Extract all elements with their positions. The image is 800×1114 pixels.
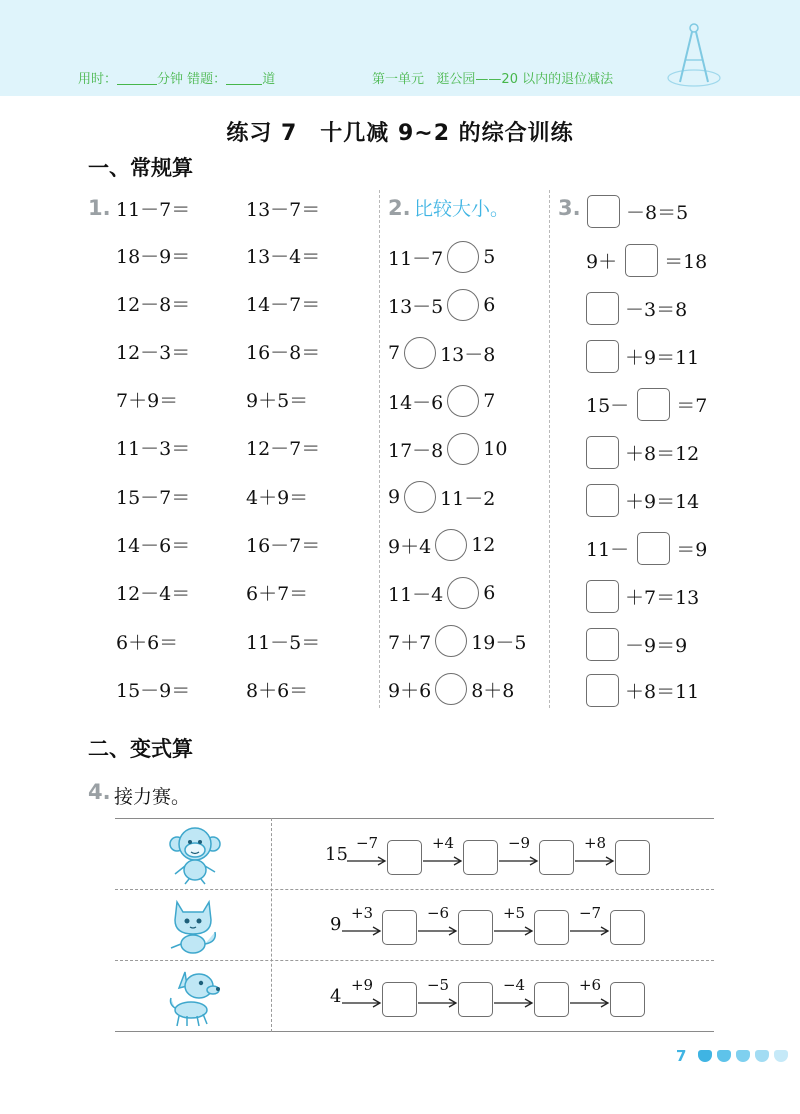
- q1-expression: 4＋9＝: [246, 487, 309, 509]
- compare-answer-circle[interactable]: [447, 577, 479, 609]
- fill-row: [586, 483, 699, 517]
- compare-right: 19－5: [471, 631, 527, 654]
- fill-row: [586, 291, 687, 325]
- question-1-number: 1.: [88, 196, 111, 220]
- questions-label: 道: [262, 72, 276, 87]
- relay-operation: +5: [502, 904, 526, 922]
- question-2-number: 2.: [388, 196, 411, 220]
- errors-label: 错题：: [187, 72, 227, 87]
- fill-row: [586, 339, 699, 373]
- time-error-record: [78, 68, 275, 87]
- fill-answer-box[interactable]: [586, 436, 619, 469]
- q1-expression: 14－7＝: [246, 294, 321, 316]
- compare-answer-circle[interactable]: [435, 625, 467, 657]
- question-3-number: 3.: [558, 196, 581, 220]
- relay-answer-box[interactable]: [610, 910, 645, 945]
- fill-suffix: ＋9＝14: [625, 490, 700, 513]
- q1-expression: 9＋5＝: [246, 390, 309, 412]
- compare-right: 13－8: [440, 343, 496, 366]
- compare-left: 9＋4: [388, 535, 432, 558]
- relay-answer-box[interactable]: [387, 840, 422, 875]
- compare-answer-circle[interactable]: [404, 337, 436, 369]
- compare-left: 11－4: [388, 583, 444, 606]
- q1-expression: 18－9＝: [116, 246, 191, 268]
- question-4-number: 4.: [88, 780, 111, 804]
- fill-prefix: 11－: [586, 538, 630, 561]
- fill-row: [586, 627, 687, 661]
- fill-answer-box[interactable]: [587, 195, 620, 228]
- fill-answer-box[interactable]: [637, 388, 670, 421]
- q1-expression: 11－3＝: [116, 438, 191, 460]
- compare-left: 7: [388, 342, 401, 364]
- relay-answer-box[interactable]: [458, 910, 493, 945]
- column-divider: [549, 190, 550, 708]
- relay-answer-box[interactable]: [534, 910, 569, 945]
- q1-expression: 12－4＝: [116, 583, 191, 605]
- fill-row: [586, 435, 699, 469]
- fill-row: [586, 673, 699, 707]
- relay-operation: +8: [583, 834, 607, 852]
- table-row-divider: [115, 889, 714, 890]
- compare-right: 8＋8: [471, 679, 515, 702]
- q1-expression: 16－8＝: [246, 342, 321, 364]
- compare-answer-circle[interactable]: [404, 481, 436, 513]
- compare-row: [388, 335, 495, 371]
- relay-answer-box[interactable]: [463, 840, 498, 875]
- relay-operation: +9: [350, 976, 374, 994]
- decorative-bubble-icon: [717, 1050, 731, 1062]
- relay-operation: −7: [355, 834, 379, 852]
- arrow-right-icon: [342, 997, 382, 1009]
- compare-row: [388, 527, 495, 563]
- decorative-bubble-icon: [698, 1050, 712, 1062]
- relay-answer-box[interactable]: [534, 982, 569, 1017]
- relay-operation: −9: [507, 834, 531, 852]
- fill-answer-box[interactable]: [586, 340, 619, 373]
- compare-right: 7: [483, 390, 496, 412]
- relay-operation: −7: [578, 904, 602, 922]
- q1-expression: 16－7＝: [246, 535, 321, 557]
- relay-operation: +6: [578, 976, 602, 994]
- arrow-right-icon: [494, 925, 534, 937]
- arrow-right-icon: [499, 855, 539, 867]
- compare-right: 12: [471, 534, 496, 556]
- q1-expression: 12－7＝: [246, 438, 321, 460]
- arrow-right-icon: [418, 997, 458, 1009]
- fill-suffix: ＝7: [676, 394, 708, 417]
- relay-start-number: 9: [330, 914, 342, 935]
- arrow-right-icon: [418, 925, 458, 937]
- time-blank[interactable]: [117, 73, 157, 85]
- column-divider: [379, 190, 380, 708]
- compare-right: 11－2: [440, 487, 496, 510]
- decorative-bubble-icon: [736, 1050, 750, 1062]
- relay-answer-box[interactable]: [610, 982, 645, 1017]
- relay-answer-box[interactable]: [382, 982, 417, 1017]
- fill-prefix: 9＋: [586, 250, 618, 273]
- relay-answer-box[interactable]: [382, 910, 417, 945]
- fill-suffix: ＋9＝11: [625, 346, 700, 369]
- relay-start-number: 15: [325, 844, 348, 865]
- page-title: 练习 7 十几减 9~2 的综合训练: [226, 121, 574, 146]
- section-regular-calc: 一、常规算: [88, 156, 193, 180]
- fill-answer-box[interactable]: [586, 292, 619, 325]
- relay-start-number: 4: [330, 986, 342, 1007]
- compare-left: 11－7: [388, 247, 444, 270]
- relay-chain: [115, 978, 714, 1018]
- arrow-right-icon: [570, 925, 610, 937]
- compare-left: 7＋7: [388, 631, 432, 654]
- q1-expression: 6＋6＝: [116, 632, 179, 654]
- fill-answer-box[interactable]: [625, 244, 658, 277]
- q1-expression: 12－3＝: [116, 342, 191, 364]
- relay-chain: [115, 906, 714, 946]
- relay-chain: [115, 836, 714, 876]
- errors-blank[interactable]: [226, 73, 262, 85]
- minutes-label: 分钟: [157, 72, 184, 87]
- compare-left: 9: [388, 486, 401, 508]
- fill-row: [586, 387, 707, 421]
- compare-row: [388, 383, 495, 419]
- q1-expression: 12－8＝: [116, 294, 191, 316]
- compare-row: [388, 671, 514, 707]
- relay-operation: +3: [350, 904, 374, 922]
- arrow-right-icon: [423, 855, 463, 867]
- q1-expression: 7＋9＝: [116, 390, 179, 412]
- relay-answer-box[interactable]: [539, 840, 574, 875]
- compass-icon: [664, 20, 724, 90]
- compare-answer-circle[interactable]: [447, 433, 479, 465]
- fill-suffix: ＋8＝12: [625, 442, 700, 465]
- fill-row: [586, 531, 707, 565]
- fill-row: [586, 579, 699, 613]
- unit-label: 第一单元: [372, 72, 425, 87]
- compare-row: [388, 575, 495, 611]
- table-row-divider: [115, 960, 714, 961]
- compare-right: 10: [483, 438, 508, 460]
- compare-row: [388, 623, 526, 659]
- fill-suffix: ＋7＝13: [625, 586, 700, 609]
- time-label: 用时：: [78, 72, 118, 87]
- compare-answer-circle[interactable]: [435, 673, 467, 705]
- q1-expression: 14－6＝: [116, 535, 191, 557]
- arrow-right-icon: [342, 925, 382, 937]
- compare-left: 9＋6: [388, 679, 432, 702]
- page-number: 7: [676, 1047, 687, 1065]
- arrow-right-icon: [575, 855, 615, 867]
- q1-expression: 13－4＝: [246, 246, 321, 268]
- compare-left: 14－6: [388, 391, 444, 414]
- fill-row: [587, 194, 688, 228]
- compare-row: [388, 287, 495, 323]
- fill-prefix: 15－: [586, 394, 630, 417]
- table-bottom-border: [115, 1031, 714, 1032]
- fill-suffix: －8＝5: [626, 201, 689, 224]
- fill-answer-box[interactable]: [586, 484, 619, 517]
- fill-answer-box[interactable]: [586, 628, 619, 661]
- compare-right: 5: [483, 246, 496, 268]
- question-2-title: 比较大小。: [414, 198, 510, 220]
- q1-expression: 11－5＝: [246, 632, 321, 654]
- relay-table: [115, 818, 714, 1032]
- relay-answer-box[interactable]: [458, 982, 493, 1017]
- q1-expression: 15－7＝: [116, 487, 191, 509]
- table-top-border: [115, 818, 714, 819]
- fill-suffix: ＝18: [664, 250, 708, 273]
- relay-operation: −4: [502, 976, 526, 994]
- relay-operation: −5: [426, 976, 450, 994]
- compare-row: [388, 479, 495, 515]
- compare-answer-circle[interactable]: [447, 289, 479, 321]
- fill-answer-box[interactable]: [586, 674, 619, 707]
- decorative-bubble-icon: [755, 1050, 769, 1062]
- compare-row: [388, 431, 507, 467]
- fill-answer-box[interactable]: [637, 532, 670, 565]
- relay-answer-box[interactable]: [615, 840, 650, 875]
- compare-answer-circle[interactable]: [447, 241, 479, 273]
- compare-right: 6: [483, 294, 496, 316]
- topic-label: 逛公园——20 以内的退位减法: [436, 72, 614, 87]
- decorative-bubble-icon: [774, 1050, 788, 1062]
- q1-expression: 13－7＝: [246, 199, 321, 221]
- q1-expression: 8＋6＝: [246, 680, 309, 702]
- relay-operation: −6: [426, 904, 450, 922]
- arrow-right-icon: [347, 855, 387, 867]
- compare-right: 6: [483, 582, 496, 604]
- compare-answer-circle[interactable]: [435, 529, 467, 561]
- compare-left: 13－5: [388, 295, 444, 318]
- q1-expression: 15－9＝: [116, 680, 191, 702]
- unit-heading: [372, 68, 613, 87]
- relay-operation: +4: [431, 834, 455, 852]
- compare-left: 17－8: [388, 439, 444, 462]
- fill-suffix: ＋8＝11: [625, 680, 700, 703]
- compare-answer-circle[interactable]: [447, 385, 479, 417]
- arrow-right-icon: [494, 997, 534, 1009]
- q1-expression: 11－7＝: [116, 199, 191, 221]
- q1-expression: 6＋7＝: [246, 583, 309, 605]
- fill-suffix: －9＝9: [625, 634, 688, 657]
- arrow-right-icon: [570, 997, 610, 1009]
- fill-suffix: －3＝8: [625, 298, 688, 321]
- question-4-label: 接力赛。: [114, 786, 191, 808]
- compare-row: [388, 239, 495, 275]
- fill-row: [586, 243, 707, 277]
- fill-answer-box[interactable]: [586, 580, 619, 613]
- section-variant-calc: 二、变式算: [88, 737, 193, 761]
- fill-suffix: ＝9: [676, 538, 708, 561]
